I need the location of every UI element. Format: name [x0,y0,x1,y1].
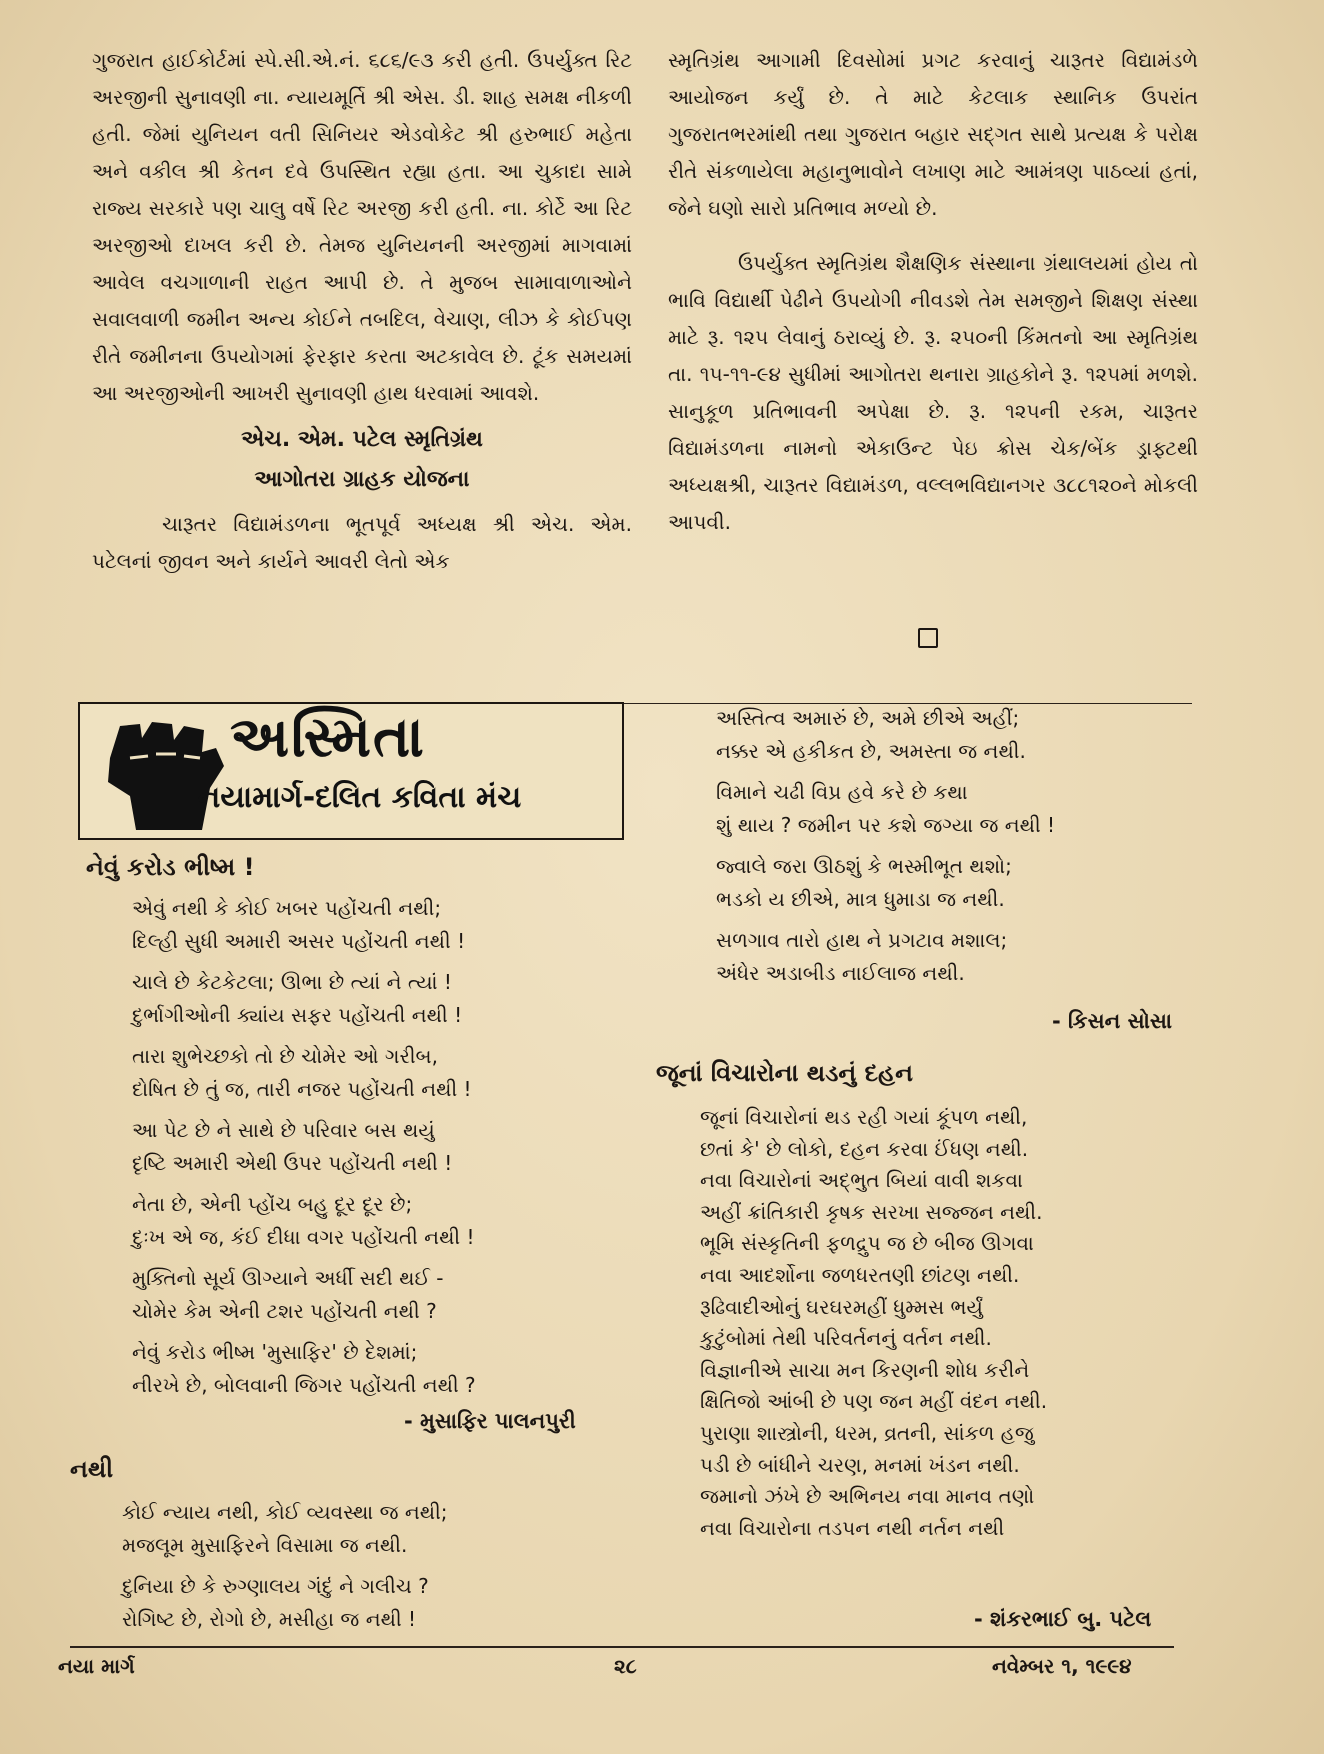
asmita-banner [78,702,624,840]
poem-line: ચાલે છે કેટકેટલા; ઊભા છે ત્યાં ને ત્યાં ! [132,970,452,994]
footer-date: નવેમ્બર ૧, ૧૯૯૪ [992,1654,1132,1678]
poem-line: ચોમેર કેમ એની ટશર પહોંચતી નથી ? [132,1299,437,1323]
poem-1-stanza [132,966,652,1032]
left-article-column [92,42,632,580]
poem-line: એવું નથી કે કોઈ ખબર પહોંચતી નથી; [132,896,442,920]
poem-1-stanza [132,1262,652,1328]
poem-line: અંધેર અડાબીડ નાઈલાજ નથી. [716,961,965,985]
banner-subtitle: નયામાર્ગ-દલિત કવિતા મંચ [198,780,522,815]
poem-2-body-left [122,1496,622,1644]
poem-line: મજલૂમ મુસાફિરને વિસામા જ નથી. [122,1533,408,1557]
poem-line: જ્વાલે જરા ઊઠશું કે ભસ્મીભૂત થશો; [716,854,1012,878]
poem-line: ભૂમિ સંસ્કૃતિની ફળદ્રુપ જ છે બીજ ઊગવા [700,1231,1034,1256]
poem-line: કુટુંબોમાં તેથી પરિવર્તનનું વર્તન નથી. [700,1326,992,1351]
poem-1-stanza [132,1336,652,1402]
poem-2-stanza [122,1570,622,1636]
poem-line: તારા શુભેચ્છકો તો છે ચોમેર ઓ ગરીબ, [132,1044,438,1068]
right-paragraph-1: સ્મૃતિગ્રંથ આગામી દિવસોમાં પ્રગટ કરવાનું ચારૂતર વિદ્યામંડળે આયોજન કર્યું છે. તે માટે કેટલાક સ્થાનિક ઉપરાંત ગુજરાતભરમાંથી તથા ગુજરાત બહાર સદ્‌ગત સાથે પ્રત્યક્ષ કે પરોક્ષ રીતે સંકળાયેલા મહાનુભાવોને લખાણ માટે આમંત્રણ પાઠવ્યાં હતાં, જેને ઘણો સારો પ્રતિભાવ મળ્યો છે. [668,48,1198,220]
banner-title: અસ્મિતા [230,705,426,770]
poem-3-body [700,1102,1180,1544]
poem-line: અહીં ક્રાંતિકારી કૃષક સરખા સજ્જન નથી. [700,1199,1043,1224]
poem-line: દુઃખ એ જ, કંઈ દીધા વગર પહોંચતી નથી ! [132,1225,475,1249]
poem-line: પડી છે બાંધીને ચરણ, મનમાં ખંડન નથી. [700,1452,1020,1477]
poem-line: પુરાણા શાસ્ત્રોની, ધરમ, વ્રતની, સાંકળ હજુ [700,1420,1034,1445]
section-heading-line-2: આગોતરા ગ્રાહક યોજના [254,467,470,492]
poem-line: છતાં કે' છે લોકો, દહન કરવા ઈંધણ નથી. [700,1136,1029,1161]
poem-1-stanza [132,1040,652,1106]
poem-2-stanza [716,850,1176,916]
poem-line: વિમાને ચઢી વિપ્ર હવે કરે છે કથા [716,780,968,804]
poem-line: દોષિત છે તું જ, તારી નજર પહોંચતી નથી ! [132,1077,472,1101]
poem-line: ભડકો ય છીએ, માત્ર ધુમાડા જ નથી. [716,887,1005,911]
right-article-column [668,42,1198,541]
poem-1-stanza [132,1114,652,1180]
poem-line: કોઈ ન્યાય નથી, કોઈ વ્યવસ્થા જ નથી; [122,1500,448,1524]
poem-2-title: નથી [70,1455,114,1483]
right-paragraph-2: ઉપર્યુક્ત સ્મૃતિગ્રંથ શૈક્ષણિક સંસ્થાના ગ્રંથાલયમાં હોય તો ભાવિ વિદ્યાર્થી પેઢીને ઉપયોગી નીવડશે તેમ સમજીને શિક્ષણ સંસ્થા માટે રૂ. ૧૨૫ લેવાનું ઠરાવ્યું છે. રૂ. ૨૫૦ની કિંમતનો આ સ્મૃતિગ્રંથ તા. ૧૫-૧૧-૯૪ સુધીમાં આગોતરા થનારા ગ્રાહકોને રૂ. ૧૨૫માં મળશે. સાનુકૂળ પ્રતિભાવની અપેક્ષા છે. રૂ. ૧૨૫ની રકમ, ચારૂતર વિદ્યામંડળના નામનો એકાઉન્ટ પેઇ ક્રોસ ચેક/બેંક ડ્રાફ્ટથી અધ્યક્ષશ્રી, ચારૂતર વિદ્યામંડળ, વલ્લભવિદ્યાનગર ૩૮૮૧૨૦ને મોકલી આપવી. [668,251,1198,534]
footer-rule [70,1646,1174,1648]
poem-1-author: - મુસાફિર પાલનપુરી [404,1409,576,1433]
poem-line: નેવું કરોડ ભીષ્મ 'મુસાફિર' છે દેશમાં; [132,1340,418,1364]
poem-1-stanza [132,1188,652,1254]
poem-line: વિજ્ઞાનીએ સાચા મન કિરણની શોધ કરીને [700,1357,1030,1382]
poem-line: જૂનાં વિચારોનાં થડ રહી ગયાં કૂંપળ નથી, [700,1105,1028,1129]
poem-line: નીરખે છે, બોલવાની જિગર પહોંચતી નથી ? [132,1373,476,1397]
poem-line: સળગાવ તારો હાથ ને પ્રગટાવ મશાલ; [716,928,1008,952]
poem-line: શું થાય ? જમીન પર કશે જગ્યા જ નથી ! [716,813,1056,837]
poem-1-title: નેવું કરોડ ભીષ્મ ! [86,853,255,881]
poem-line: નેતા છે, એની પ્હોંચ બહુ દૂર દૂર છે; [132,1192,413,1216]
footer-page-number: ૨૮ [614,1654,637,1678]
left-paragraph-2: ચારૂતર વિદ્યામંડળના ભૂતપૂર્વ અધ્યક્ષ શ્રી એચ. એમ. પટેલનાં જીવન અને કાર્યને આવરી લેતો એક [92,512,632,573]
poem-line: દુનિયા છે કે રુગ્ણાલય ગંદું ને ગલીચ ? [122,1574,429,1598]
poem-line: મુક્તિનો સૂર્ય ઊગ્યાને અર્ધી સદી થઈ - [132,1266,444,1290]
poem-2-stanza [122,1496,622,1562]
poem-line: નક્કર એ હકીકત છે, અમસ્તા જ નથી. [716,739,1026,763]
poem-3-title: જૂનાં વિચારોના થડનું દહન [656,1059,913,1087]
poem-1-body [132,892,652,1410]
poem-line: જમાનો ઝંખે છે અભિનય નવા માનવ તણો [700,1484,1035,1509]
poem-line: આ પેટ છે ને સાથે છે પરિવાર બસ થયું [132,1118,435,1142]
poem-2-stanza [716,924,1176,990]
poem-2-stanza [716,776,1176,842]
poem-line: રૂઢિવાદીઓનું ઘરઘરમહીં ધુમ્મસ ભર્યું [700,1294,983,1319]
poem-2-stanza [716,702,1176,768]
poem-line: નવા આદર્શોના જળધરતણી છાંટણ નથી. [700,1262,1020,1287]
poem-line: દિલ્હી સુધી અમારી અસર પહોંચતી નથી ! [132,929,466,953]
poem-line: અસ્તિત્વ અમારું છે, અમે છીએ અહીં; [716,706,1020,730]
poem-line: નવા વિચારોના તડપન નથી નર્તન નથી [700,1515,1005,1540]
article-end-mark [918,628,938,648]
poem-line: ક્ષિતિજો આંબી છે પણ જન મહીં વંદન નથી. [700,1389,1048,1414]
poem-line: દૃષ્ટિ અમારી એથી ઉપર પહોંચતી નથી ! [132,1151,453,1175]
poem-2-body-right [716,702,1176,998]
poem-3-author: - શંકરભાઈ બુ. પટેલ [974,1607,1152,1631]
poem-2-author: - કિસન સોસા [1052,1009,1172,1033]
poem-line: નવા વિચારોનાં અદ્‌ભુત બિયાં વાવી શકવા [700,1168,1023,1193]
footer-magazine-name: નયા માર્ગ [58,1654,135,1678]
poem-line: દુર્ભાગીઓની ક્યાંય સફર પહોંચતી નથી ! [132,1003,463,1027]
left-paragraph-1: ગુજરાત હાઈકોર્ટમાં સ્પે.સી.એ.નં. ૬૮૬/૯૩ કરી હતી. ઉપર્યુક્ત રિટ અરજીની સુનાવણી ના. ન્યાયમૂર્તિ શ્રી એસ. ડી. શાહ સમક્ષ નીકળી હતી. જેમાં યુનિયન વતી સિનિયર એડવોકેટ શ્રી હરુભાઈ મહેતા અને વકીલ શ્રી કેતન દવે ઉપસ્થિત રહ્યા હતા. આ ચુકાદા સામે રાજ્ય સરકારે પણ ચાલુ વર્ષે રિટ અરજી કરી હતી. ના. કોર્ટે આ રિટ અરજીઓ દાખલ કરી છે. તેમજ યુનિયનની અરજીમાં માગવામાં આવેલ વચગાળાની રાહત આપી છે. તે મુજબ સામાવાળાઓને સવાલવાળી જમીન અન્ય કોઈને તબદિલ, વેચાણ, લીઝ કે કોઈપણ રીતે જમીનના ઉપયોગમાં ફેરફાર કરતા અટકાવેલ છે. ટૂંક સમયમાં આ અરજીઓની આખરી સુનાવણી હાથ ધરવામાં આવશે. [92,48,632,405]
section-heading-line-1: એચ. એમ. પટેલ સ્મૃતિગ્રંથ [241,427,483,452]
poem-1-stanza [132,892,652,958]
poem-line: રોગિષ્ટ છે, રોગો છે, મસીહા જ નથી ! [122,1607,417,1631]
